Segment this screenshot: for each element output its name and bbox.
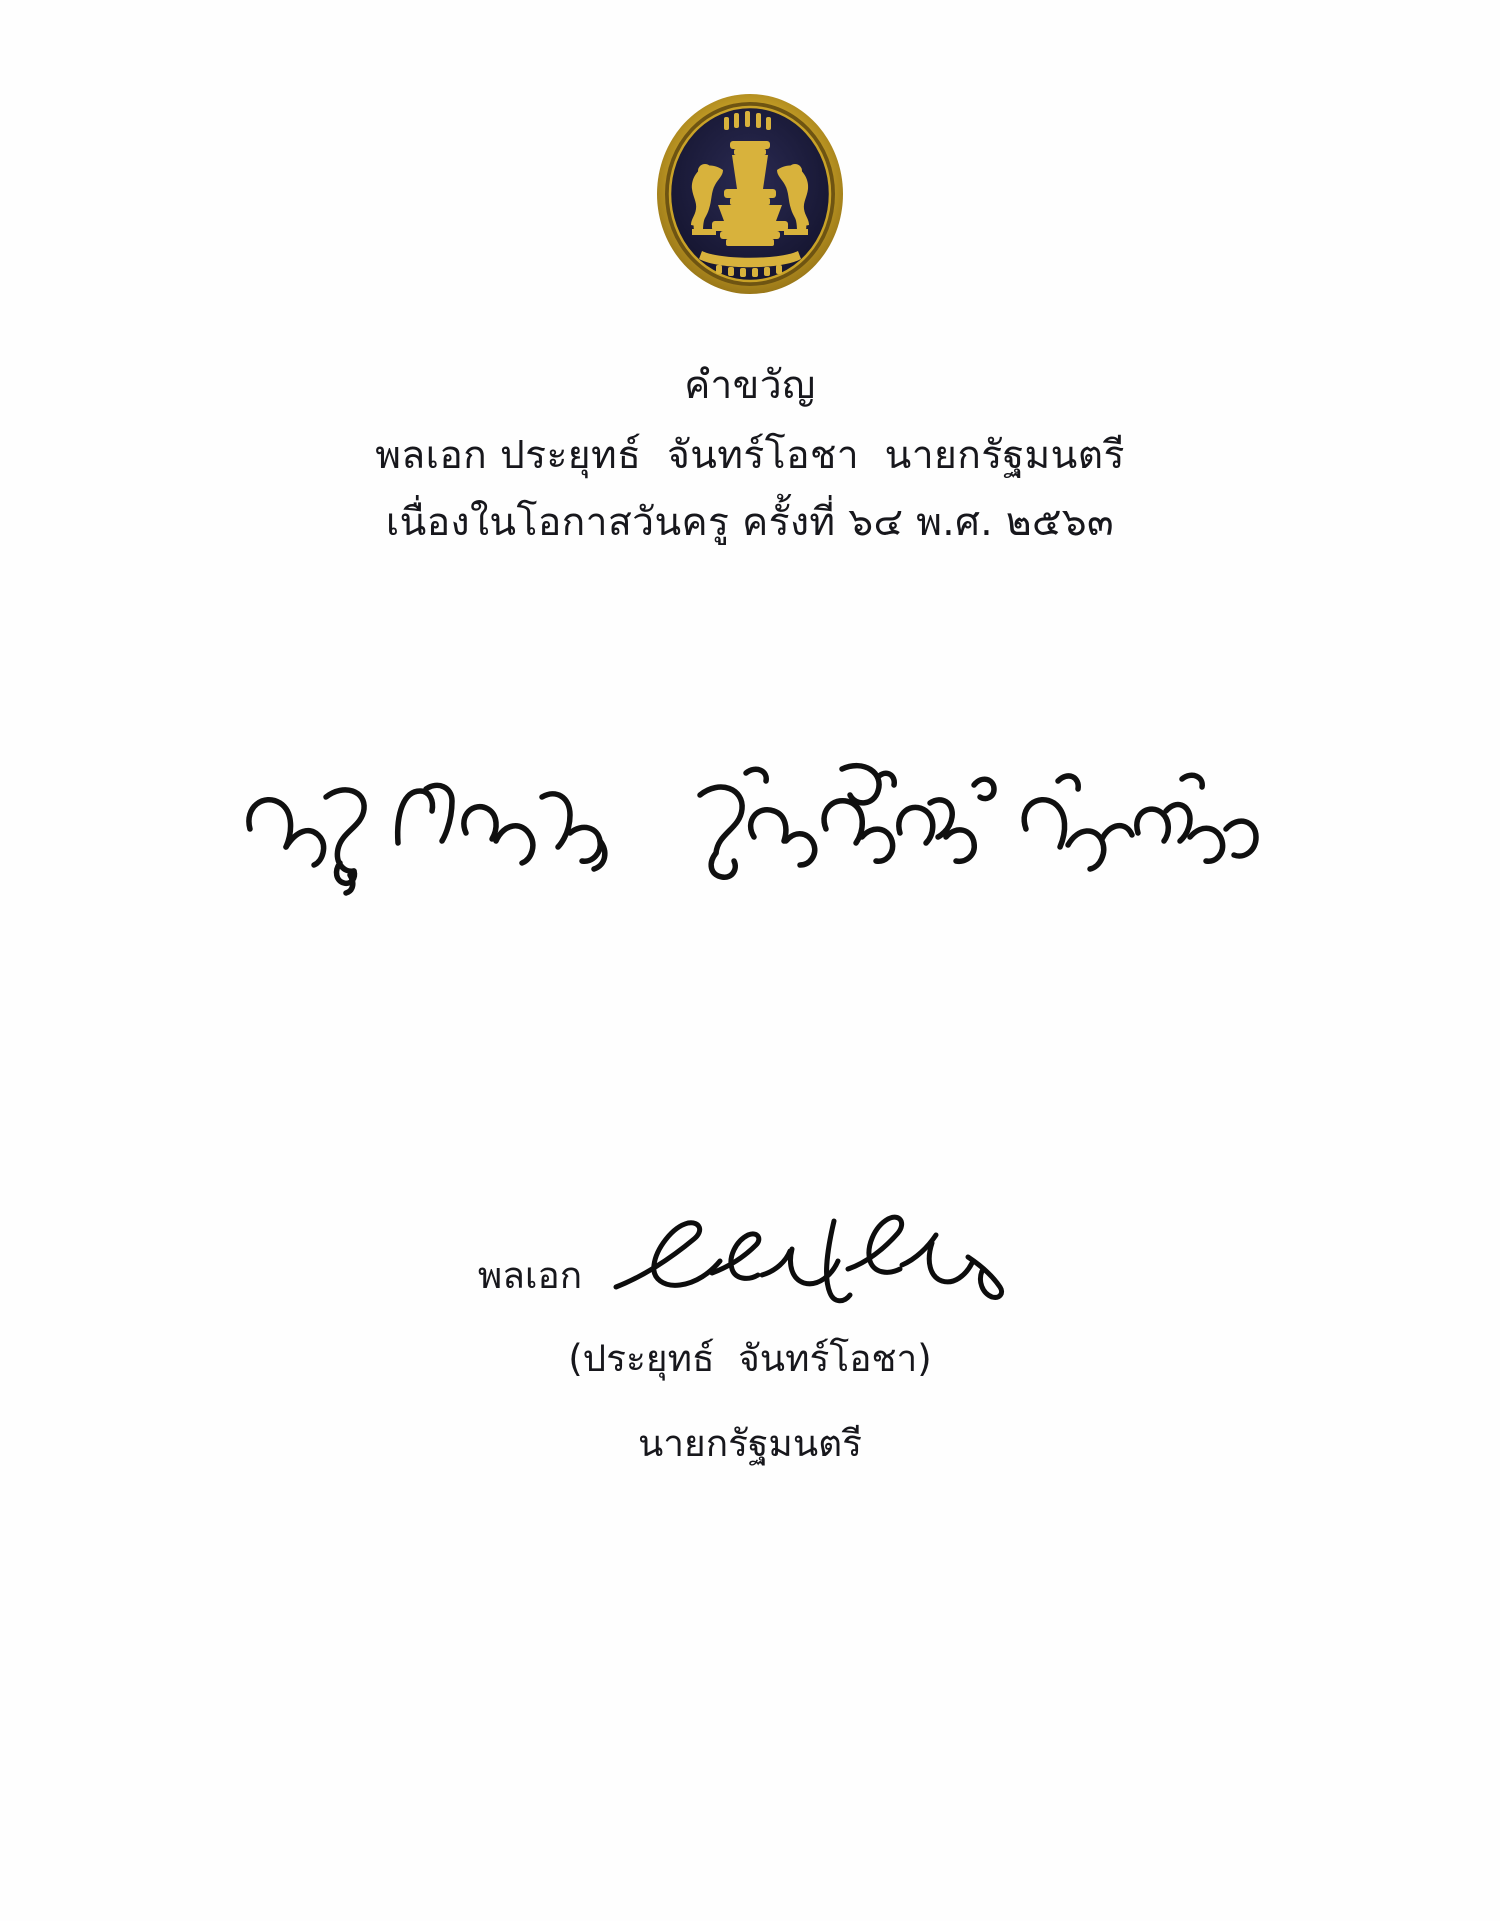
heading-subject: พลเอก ประยุทธ์ จันทร์โอชา นายกรัฐมนตรี xyxy=(375,433,1125,479)
signature-rank-label: พลเอก xyxy=(477,1254,583,1298)
page-title: คำขวัญ xyxy=(684,363,816,408)
signature-name: (ประยุทธ์ จันทร์โอชา) xyxy=(568,1337,932,1381)
thai-royal-garuda-seal-icon xyxy=(646,89,854,317)
signature-row xyxy=(250,1203,1250,1323)
heading-occasion: เนื่องในโอกาสวันครู ครั้งที่ ๖๔ พ.ศ. ๒๕๖๓ xyxy=(385,499,1115,545)
handwritten-motto xyxy=(200,733,1300,913)
signature-title: นายกรัฐมนตรี xyxy=(637,1422,863,1466)
emblem-container xyxy=(645,88,855,318)
heading-block xyxy=(375,356,1125,553)
signature-block xyxy=(250,1203,1250,1473)
signature-mark-icon xyxy=(602,1203,1022,1323)
